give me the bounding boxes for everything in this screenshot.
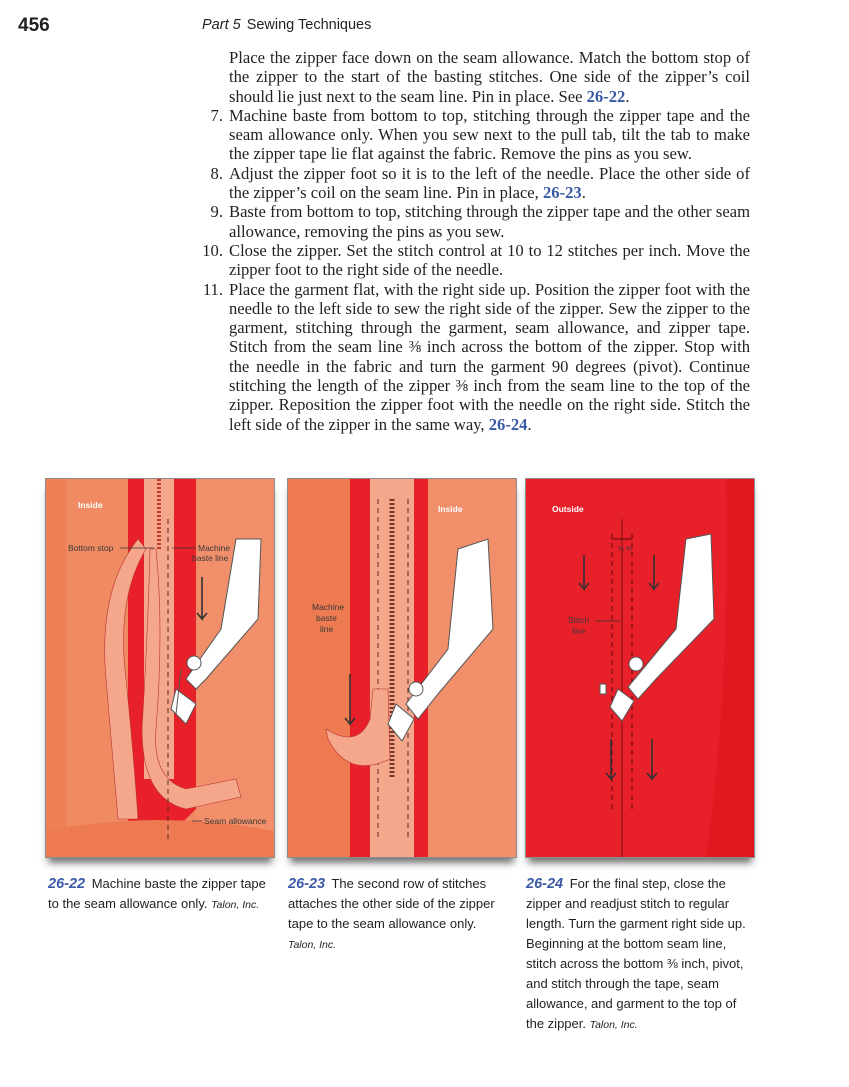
baste-line-label: baste line — [192, 553, 229, 563]
stitch-line-label: line — [572, 626, 586, 636]
baste-line-label: Machine — [312, 602, 345, 612]
stitch-line-label: Stitch — [568, 615, 590, 625]
figure-number: 26-23 — [288, 876, 326, 892]
step-number: 7. — [210, 105, 223, 125]
inside-label: Inside — [78, 500, 103, 510]
credit-line: Talon, Inc. — [211, 899, 260, 911]
inside-label: Inside — [438, 504, 463, 514]
zipper-illustration-3 — [526, 479, 754, 857]
step-number: 10. — [202, 240, 223, 260]
credit-line: Talon, Inc. — [288, 939, 337, 951]
step-item: 7. Machine baste from bottom to top, stitching through the zipper tape and the seam allowance only. When you sew next to the pull tab, tilt the tab to make the zipper tape lie flat against the fabric. Remove the pins as you sew. — [202, 106, 750, 164]
body-text — [202, 48, 750, 434]
figure-number: 26-24 — [526, 876, 564, 892]
step-number: 9. — [210, 202, 223, 222]
figure-reference[interactable]: 26-24 — [488, 414, 528, 434]
measure-label: ⅜ ⅜ — [618, 546, 632, 553]
figure-number: 26-22 — [48, 876, 86, 892]
figure-26-24 — [525, 478, 755, 858]
step-item: 9. Baste from bottom to top, stitching through the zipper tape and the other seam allowance, removing the pins as you sew. — [202, 202, 750, 241]
figure-caption: 26-24 For the final step, close the zipper and readjust stitch to regular length. Turn the garment right side up. Beginning at the bottom seam line, stitch across the bottom ⅜ inch, pivot, and stitch through the tape, seam allowance, and garment to the top of the zipper. Talon, Inc. — [526, 876, 746, 1031]
section-title: Sewing Techniques — [246, 17, 372, 33]
running-head — [202, 17, 371, 33]
baste-line-label: line — [320, 624, 334, 634]
intro-paragraph: Place the zipper face down on the seam allowance. Match the bottom stop of the zipper to the start of the basting stitches. One side of the zipper’s coil should lie just next to the seam line. Pin in place. See 26-22. — [229, 48, 750, 106]
step-item: 8. Adjust the zipper foot so it is to the left of the needle. Place the other side of the zipper’s coil on the seam line. Pin in place, 26-23. — [202, 164, 750, 203]
figure-reference[interactable]: 26-23 — [542, 183, 582, 203]
zipper-illustration-2 — [288, 479, 516, 857]
credit-line: Talon, Inc. — [589, 1019, 638, 1031]
seam-allowance-label: Seam allowance — [204, 816, 267, 826]
zipper-illustration-1 — [46, 479, 274, 857]
step-item: 11. Place the garment flat, with the right side up. Position the zipper foot with the needle to the left side to sew the right side of the zipper. Sew the zipper to the garment, stitching through the garment, seam allowance, and zipper tape. Stitch from the seam line ⅜ inch across the bottom of the zipper. Stop with the needle in the fabric and turn the garment 90 degrees (pivot). Continue stitching the length of the zipper ⅜ inch from the seam line to the top of the zipper. Reposition the zipper foot with the needle on the right side. Stitch the left side of the zipper in the same way, 26-24. — [202, 279, 750, 434]
figure-26-23 — [287, 478, 517, 858]
page-number: 456 — [18, 15, 50, 36]
step-item: 10. Close the zipper. Set the stitch control at 10 to 12 stitches per inch. Move the zipper foot to the right side of the needle. — [202, 240, 750, 280]
outside-label: Outside — [552, 504, 584, 514]
step-number: 11. — [202, 279, 223, 299]
figure-26-22 — [45, 478, 275, 858]
part-label: Part 5 — [202, 17, 241, 33]
figure-caption: 26-22 Machine baste the zipper tape to the seam allowance only. Talon, Inc. — [48, 876, 266, 911]
baste-line-label: baste — [316, 613, 337, 623]
figure-caption: 26-23 The second row of stitches attaches the other side of the zipper tape to the seam allowance only. Talon, Inc. — [288, 876, 495, 951]
figure-reference[interactable]: 26-22 — [586, 86, 626, 106]
baste-line-label: Machine — [198, 543, 231, 553]
bottom-stop-label: Bottom stop — [68, 543, 114, 553]
step-number: 8. — [210, 163, 223, 183]
